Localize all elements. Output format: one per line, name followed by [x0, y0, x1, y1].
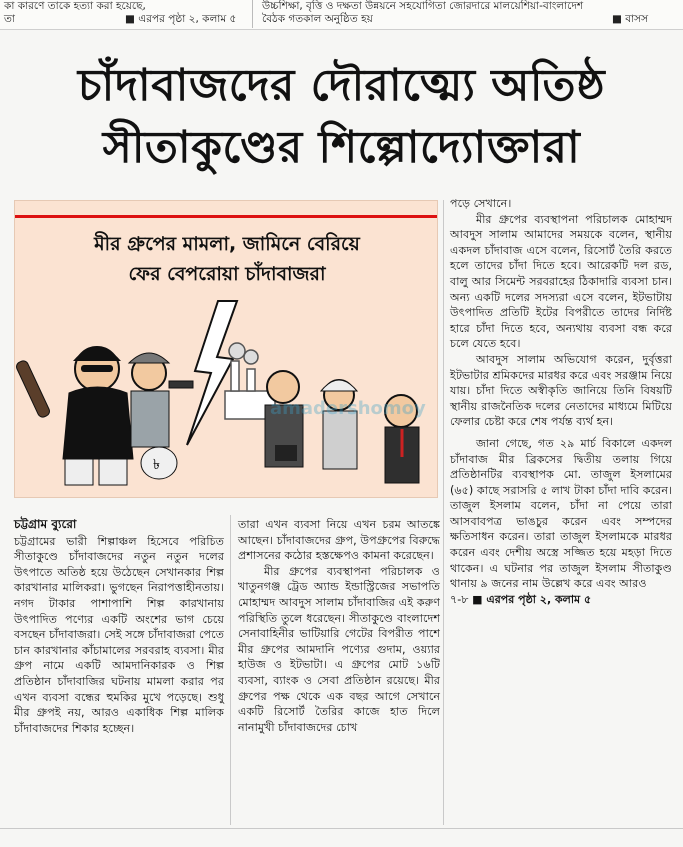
watermark: amadershomoy — [270, 398, 426, 419]
strip-right-line1: উচ্চশিক্ষা, বৃত্তি ও দক্ষতা উন্নয়নে সহযোগিতা জোরদারে মালয়েশিয়া-বাংলাদেশ — [262, 0, 584, 12]
col3-para-2: মীর গ্রুপের ব্যবস্থাপনা পরিচালক মোহাম্মদ আবদুস সালাম আমাদের সময়কে বলেন, স্থানীয় একদল চাঁদাবাজ এসে বলেন, রিসোর্ট তৈরি করতে হলে তাদের চাঁদা দিতে হবে। আরেকটি দল রড, বালু আর সিমেন্ট সরবরাহের ঠিকাদারি ব্যবসা চান। অন্য একটি দলের সদস্যরা এসে বলেন, ইটভাটায় উৎপাদিত প্রতিটি ইটের বিপরীতে তাদের নির্দিষ্ট হারে চাঁদা দিতে হবে, অন্যথায় ব্যবসা বন্ধ করে চলে যেতে হবে। — [450, 212, 672, 351]
bottom-rule — [0, 828, 683, 829]
col2-para-1: তারা এখন ব্যবসা নিয়ে এখন চরম আতঙ্কে আছেন। চাঁদাবাজদের গ্রুপ, উপগ্রুপের বিরুদ্ধে প্রশাসনের কঠোর হস্তক্ষেপও কামনা করেছেন। — [238, 518, 440, 563]
col3-para-4: জানা গেছে, গত ২৯ মার্চ বিকালে একদল চাঁদাবাজ মীর ব্রিকসের দ্বিতীয় তলায় গিয়ে প্রতিষ্ঠানটির ব্যবস্থাপক মো. তাজুল ইসলামের (৬৫) কাছে সরাসরি ৫ লাখ টাকা চাঁদা দাবি করেন। তাজুল ইসলাম বলেন, চাঁদা না পেয়ে তারা আসবাবপত্র ভাঙচুর করেন এবং সম্পদের ক্ষতিসাধন করেন। তারা তাজুল ইসলামকে মারধর করেন এবং দেশীয় অস্ত্রে সজ্জিত হয়ে মহড়া দিতে থাকেন। এ ঘটনার পর তাজুল ইসলাম সীতাকুণ্ড থানায় ৯ জনের নাম উল্লেখ করে এবং আরও — [450, 436, 672, 591]
strip-left-continue: ■ এরপর পৃষ্ঠা ২, কলাম ৫ — [125, 13, 237, 25]
col2-para-2: মীর গ্রুপের ব্যবস্থাপনা পরিচালক ও খাতুনগঞ্জ ট্রেড অ্যান্ড ইন্ডাস্ট্রিজের সভাপতি মোহাম্মদ আবদুস সালাম চাঁদাবাজির এই করুণ পরিস্থিতি তুলে ধরেছেন। সীতাকুণ্ডে বাংলাদেশ সেনাবাহিনীর ভাটিয়ারি গেটের বিপরীত পাশে মীর গ্রুপের আমদানি পণ্যের গুদাম, ওয়্যার হাউজ ও ইটভাটা। এ গ্রুপের মোট ১৬টি ব্যবসা, ব্যাংক ও সেবা প্রতিষ্ঠান রয়েছে। মীর গ্রুপের পক্ষ থেকে এক বছর আগে সেখানে একটি রিসোর্ট তৈরির কাজে হাত দিলে নানামুখী চাঁদাবাজদের চোখ — [238, 564, 440, 734]
article-column-1 — [14, 517, 224, 736]
illustration-caption-line1: মীর গ্রুপের মামলা, জামিনে বেরিয়ে — [94, 233, 360, 255]
thug-with-gun — [129, 353, 193, 479]
cartoon-drawing — [15, 201, 438, 498]
strip-left-line2: তা — [4, 13, 15, 25]
bureau-dateline: চট্টগ্রাম ব্যুরো — [14, 517, 77, 531]
money-bag-label: ৳ — [153, 457, 160, 473]
strip-divider — [252, 0, 253, 28]
column-divider-right — [443, 200, 444, 825]
article-column-2 — [238, 517, 440, 735]
thug-with-bat — [15, 347, 133, 485]
scared-businessmen — [265, 371, 419, 483]
article-column-3 — [450, 196, 672, 607]
headline-line1: চাঁদাবাজদের দৌরাত্ম্যে অতিষ্ঠ — [77, 60, 606, 111]
strip-right-line2: বৈঠক গতকাল অনুষ্ঠিত হয় — [262, 13, 373, 25]
col3-last-line: ৭-৮ ■ এরপর পৃষ্ঠা ২, কলাম ৫ — [450, 592, 592, 606]
top-news-strip — [0, 0, 683, 30]
illustration-caption-line2: ফের বেপরোয়া চাঁদাবাজরা — [128, 263, 326, 285]
cartoon-illustration — [14, 200, 438, 498]
col3-para-3: আবদুস সালাম অভিযোগ করেন, দুর্বৃত্তরা ইটভাটার শ্রমিকদের মারধর করে এবং সরঞ্জাম নিয়ে যায়। চাঁদা দিতে অস্বীকৃতি জানিয়ে তিনি বিষয়টি স্থানীয় রাজনৈতিক দলের নেতাদের মাধ্যমে মিটিয়ে ফেলার চেষ্টা করে শেষ পর্যন্ত ব্যর্থ হন। — [450, 352, 672, 429]
col3-para-1: পড়ে সেখানে। — [450, 197, 512, 210]
strip-right-source: ■ বাসস — [612, 13, 649, 25]
lightning-bolt — [187, 301, 237, 445]
col1-text: চট্টগ্রামের ভারী শিল্পাঞ্চল হিসেবে পরিচিত সীতাকুণ্ডে চাঁদাবাজদের নতুন নতুন দলের উৎপাতে অতিষ্ঠ হয়ে উঠেছেন সেখানকার শিল্প কারখানার মালিকরা। ভুগছেন নিরাপত্তাহীনতায়। নগদ টাকার পাশাপাশি শিল্প কারখানায় উৎপাদিত পণ্যের একটি অংশের ভাগ চেয়ে বসছেন চাঁদাবাজরা। সেই সঙ্গে চাঁদাবাজরা পেতে চান কারখানার কাঁচামালের সরবরাহ ব্যবসা। মীর গ্রুপ নামে একটি আমদানিকারক ও শিল্প প্রতিষ্ঠান চাঁদাবাজির ঘটনায় মামলা করার পর এখন ব্যবসা বন্ধের হুমকির মুখে পড়েছে। শুধু মীর গ্রুপই নয়, আরও একাধিক শিল্প মালিক চাঁদাবাজদের শিকার হচ্ছেন। — [14, 534, 224, 735]
headline-line2: সীতাকুণ্ডের শিল্পোদ্যোক্তারা — [102, 122, 581, 173]
column-divider-left — [230, 515, 231, 825]
continue-reference: এরপর পৃষ্ঠা ২, কলাম ৫ — [486, 592, 592, 606]
strip-left-line1: কা কারণে তাকে হত্যা করা হয়েছে, — [4, 0, 146, 12]
